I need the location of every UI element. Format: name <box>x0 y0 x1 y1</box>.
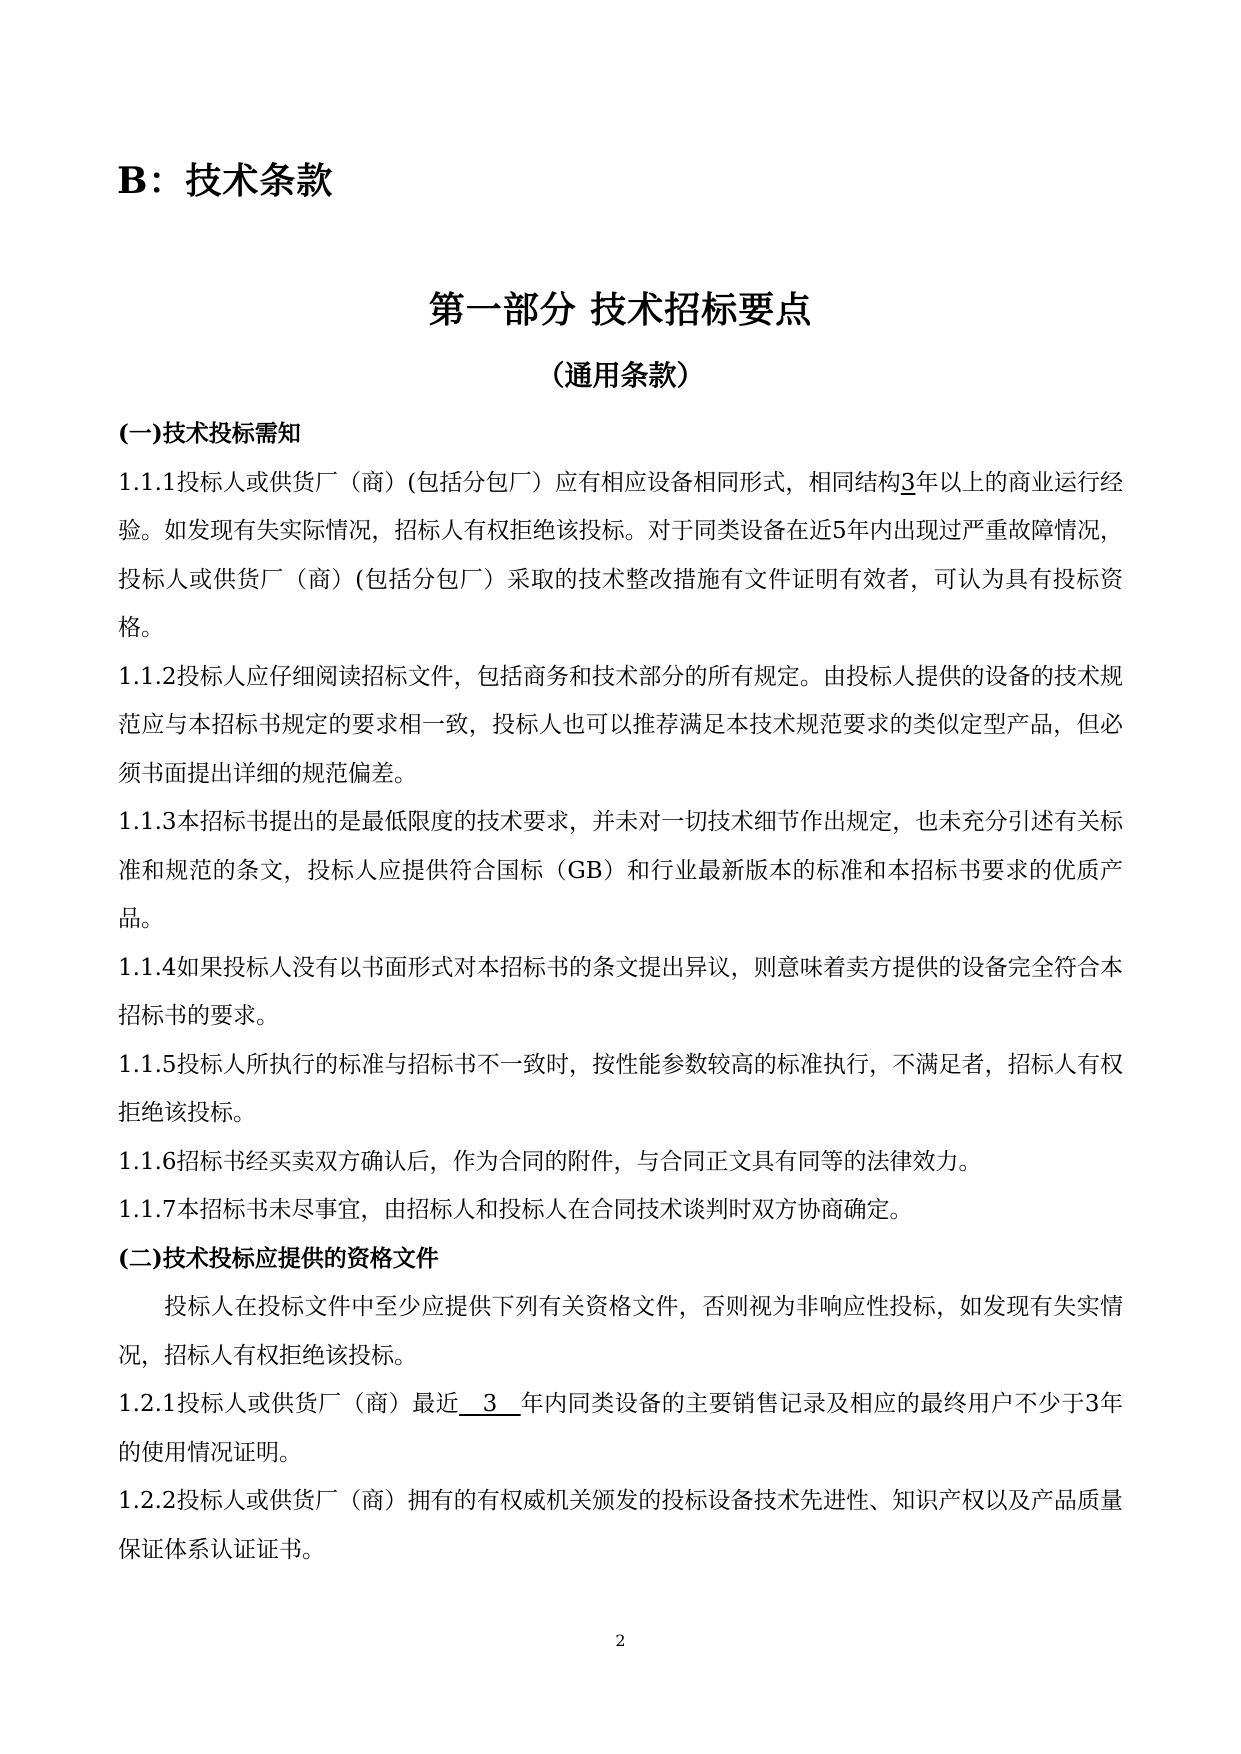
part-title: 第一部分 技术招标要点 <box>428 289 813 331</box>
clause-text: 1.2.1投标人或供货厂（商）最近 <box>118 1391 460 1417</box>
clause-1-2-1 <box>118 1380 1123 1477</box>
fill-in-blank: 3 <box>459 1391 521 1417</box>
document-body <box>118 410 1123 1574</box>
clause-text: 1.1.1投标人或供货厂（商）(包括分包厂）应有相应设备相同形式，相同结构 <box>118 469 901 496</box>
sub-heading-qualification-documents: (二)技术投标应提供的资格文件 <box>118 1244 439 1272</box>
clause-1-1-2: 1.1.2投标人应仔细阅读招标文件，包括商务和技术部分的所有规定。由投标人提供的设备的技术规范应与本招标书规定的要求相一致，投标人也可以推荐满足本技术规范要求的类似定型产品，但必须书面提出详细的规范偏差。 <box>118 663 1123 787</box>
clause-1-1-4: 1.1.4如果投标人没有以书面形式对本招标书的条文提出异议，则意味着卖方提供的设备完全符合本招标书的要求。 <box>118 954 1123 1029</box>
clause-1-1-7: 1.1.7本招标书未尽事宜，由招标人和投标人在合同技术谈判时双方协商确定。 <box>118 1197 913 1223</box>
clause-1-1-3: 1.1.3本招标书提出的是最低限度的技术要求，并未对一切技术细节作出规定，也未充分引述有关标准和规范的条文，投标人应提供符合国标（GB）和行业最新版本的标准和本招标书要求的优质产品。 <box>118 809 1123 932</box>
clause-1-1-5: 1.1.5投标人所执行的标准与招标书不一致时，按性能参数较高的标准执行，不满足者，招标人有权拒绝该投标。 <box>118 1051 1123 1126</box>
clause-text: 年以上的商业运行经验。如发现有失实际情况，招标人有权拒绝该投标。对于同类设备在近5年内出现过严重故障情况，投标人或供货厂（商）(包括分包厂）采取的技术整改措施有文件证明有效者，可认为具有投标资格。 <box>118 469 1124 641</box>
clause-1-2-2: 1.2.2投标人或供货厂（商）拥有的有权威机关颁发的投标设备技术先进性、知识产权以及产品质量保证体系认证证书。 <box>118 1488 1123 1563</box>
fill-in-blank: 3 <box>900 469 916 496</box>
sub-heading-technical-bid-notice: (一)技术投标需知 <box>118 420 301 447</box>
clause-text: 年内同类设备的主要销售记录及相应的最终用户不少于3年的使用情况证明。 <box>118 1391 1123 1466</box>
qualification-intro: 投标人在投标文件中至少应提供下列有关资格文件，否则视为非响应性投标，如发现有失实情况，招标人有权拒绝该投标。 <box>118 1294 1123 1369</box>
page-number: 2 <box>615 1631 626 1650</box>
clause-1-1-1 <box>118 459 1123 653</box>
clause-1-1-6: 1.1.6招标书经买卖双方确认后，作为合同的附件，与合同正文具有同等的法律效力。 <box>118 1148 982 1175</box>
part-subtitle: （通用条款） <box>536 359 705 392</box>
section-heading: B：技术条款 <box>117 160 334 202</box>
